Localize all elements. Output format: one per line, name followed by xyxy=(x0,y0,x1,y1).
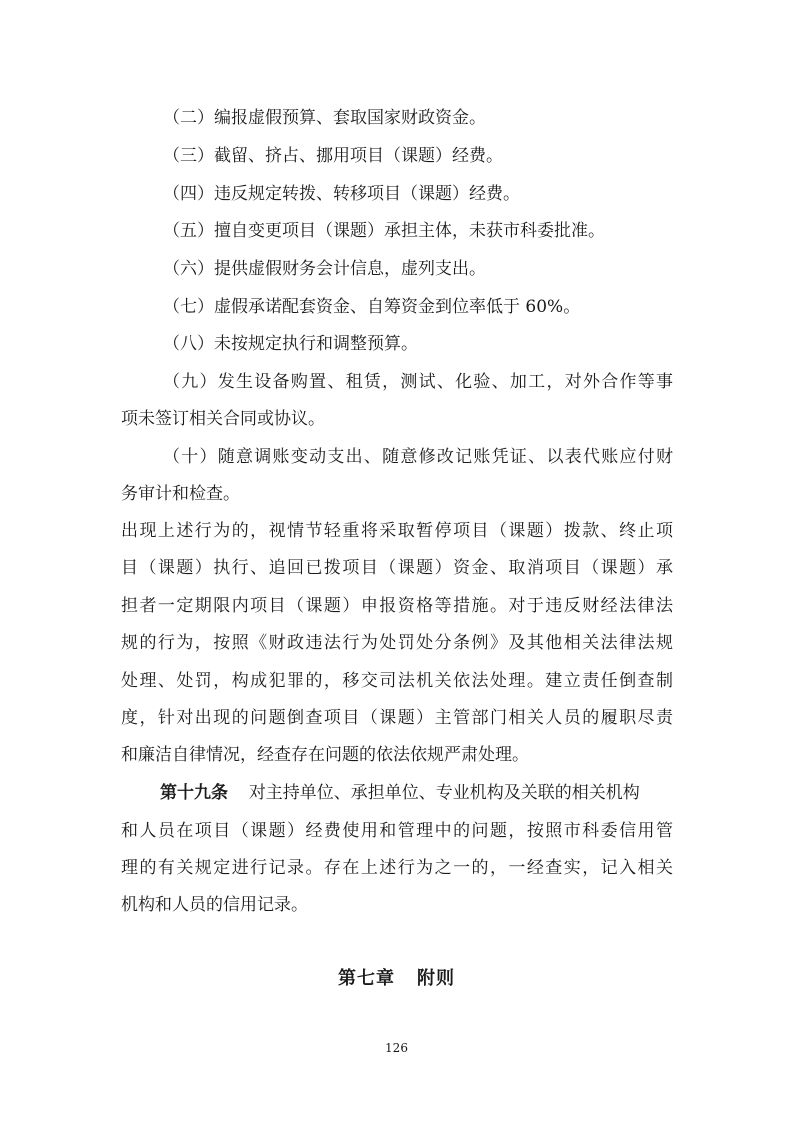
penalty-paragraph-line: 度，针对出现的问题倒查项目（课题）主管部门相关人员的履职尽责 xyxy=(121,708,673,728)
list-item-10-line2: 务审计和检查。 xyxy=(121,484,240,504)
penalty-paragraph-line: 和廉洁自律情况，经查存在问题的依法依规严肃处理。 xyxy=(121,745,529,765)
chapter-title: 附则 xyxy=(417,968,455,989)
list-item-9-line1: （九）发生设备购置、租赁，测试、化验、加工，对外合作等事 xyxy=(163,372,673,392)
list-item-2: （二）编报虚假预算、套取国家财政资金。 xyxy=(163,108,486,128)
list-item-6: （六）提供虚假财务会计信息，虚列支出。 xyxy=(163,259,486,279)
chapter-heading xyxy=(0,966,793,992)
penalty-paragraph-line: 规的行为，按照《财政违法行为处罚处分条例》及其他相关法律法规 xyxy=(121,633,673,653)
list-item-10-line1: （十）随意调账变动支出、随意修改记账凭证、以表代账应付财 xyxy=(163,447,673,467)
article-19-line: 理的有关规定进行记录。存在上述行为之一的，一经查实，记入相关 xyxy=(121,858,673,878)
list-item-8: （八）未按规定执行和调整预算。 xyxy=(163,334,418,354)
list-item-5: （五）擅自变更项目（课题）承担主体，未获市科委批准。 xyxy=(163,221,605,241)
penalty-paragraph-line: 担者一定期限内项目（课题）申报资格等措施。对于违反财经法律法 xyxy=(121,596,673,616)
list-item-7: （七）虚假承诺配套资金、自筹资金到位率低于 60%。 xyxy=(163,297,581,317)
penalty-paragraph-line: 处理、处罚，构成犯罪的，移交司法机关依法处理。建立责任倒查制 xyxy=(121,671,673,691)
page-number: 126 xyxy=(385,1041,408,1055)
penalty-paragraph-line: 目（课题）执行、追回已拨项目（课题）资金、取消项目（课题）承 xyxy=(121,558,673,578)
article-19-line: 和人员在项目（课题）经费使用和管理中的问题，按照市科委信用管 xyxy=(121,821,673,841)
article-19-line: 机构和人员的信用记录。 xyxy=(121,895,308,915)
article-19-line1 xyxy=(160,781,673,805)
penalty-paragraph-line: 出现上述行为的，视情节轻重将采取暂停项目（课题）拨款、终止项 xyxy=(121,521,673,541)
chapter-number: 第七章 xyxy=(338,968,395,989)
list-item-4: （四）违反规定转拨、转移项目（课题）经费。 xyxy=(163,184,520,204)
article-19-text: 对主持单位、承担单位、专业机构及关联的相关机构 xyxy=(248,783,640,803)
list-item-3: （三）截留、挤占、挪用项目（课题）经费。 xyxy=(163,146,503,166)
list-item-9-line2: 项未签订相关合同或协议。 xyxy=(121,409,325,429)
article-19-heading: 第十九条 xyxy=(160,783,228,803)
